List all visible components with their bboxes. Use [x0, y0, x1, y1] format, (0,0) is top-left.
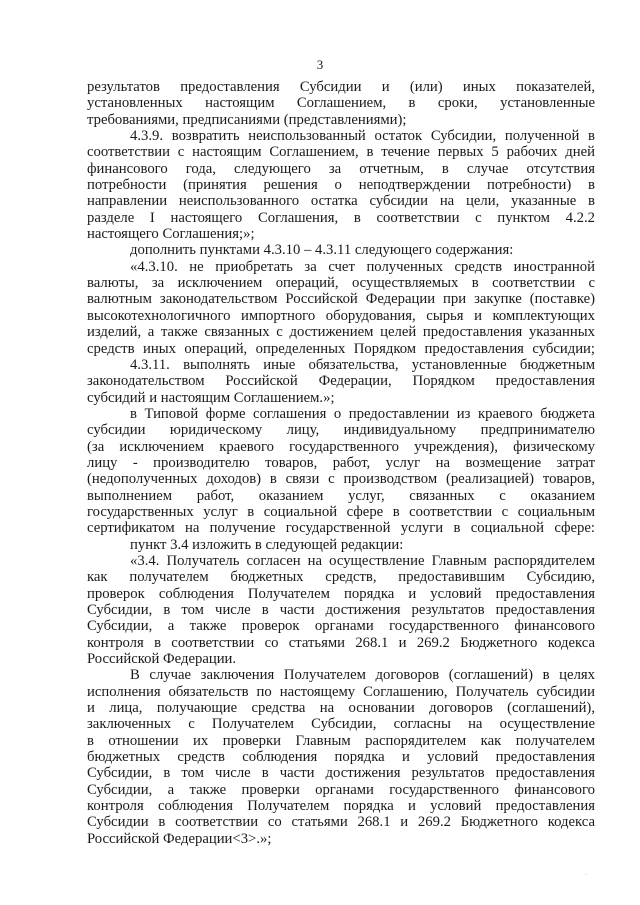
text-line: результатов предоставления Субсидии и (или) иных показателей,	[87, 79, 595, 95]
text-line: Субсидии, а также проверок органами государственного финансового	[87, 618, 595, 635]
text-line: субсидий и настоящим Соглашением.»;	[87, 389, 335, 406]
text-line: проверок соблюдения Получателем порядка и условий предоставления	[87, 585, 595, 602]
text-line: Российской Федерации<3>.»;	[87, 830, 272, 847]
text-line: бюджетных средств соблюдения порядка и условий предоставления	[87, 749, 595, 766]
text-line: Российской Федерации.	[87, 651, 237, 668]
text-line: в Типовой форме соглашения о предоставлении из краевого бюджета	[130, 405, 595, 422]
scan-speck: ·	[585, 872, 587, 878]
text-line: установленных настоящим Соглашением, в сроки, установленные	[87, 95, 595, 112]
text-line: 4.3.11. выполнять иные обязательства, установленные бюджетным	[130, 356, 595, 373]
text-line: законодательством Российской Федерации, Порядком предоставления	[87, 373, 595, 390]
text-line: дополнить пунктами 4.3.10 – 4.3.11 следующего содержания:	[130, 242, 514, 259]
text-line: субсидии юридическому лицу, индивидуальному предпринимателю	[87, 422, 595, 439]
text-line: исполнения обязательств по настоящему Соглашению, Получатель субсидии	[87, 683, 595, 700]
text-line: в отношении их проверки Главным распорядителем как получателем	[87, 732, 595, 749]
text-line: 4.3.9. возвратить неиспользованный остаток Субсидии, полученной в	[130, 128, 595, 145]
text-line: изделий, а также связанных с достижением целей предоставления указанных	[87, 324, 595, 341]
text-line: соответствии с настоящим Соглашением, в течение первых 5 рабочих дней	[87, 144, 595, 161]
text-line: государственных услуг в социальной сфере в соответствии с социальным	[87, 503, 595, 520]
text-line: разделе I настоящего Соглашения, в соответствии с пунктом 4.2.2	[87, 209, 595, 226]
text-line: Субсидии в соответствии со статьями 268.1 и 269.2 Бюджетного кодекса	[87, 814, 595, 831]
text-line: пункт 3.4 изложить в следующей редакции:	[130, 536, 404, 553]
text-line: финансового года, следующего за отчетным, в случае отсутствия	[87, 160, 595, 177]
text-line: требованиями, предписаниями (представлениями);	[87, 111, 407, 128]
text-line: В случае заключения Получателем договоров (соглашений) в целях	[130, 667, 595, 684]
text-line: направлении неиспользованного остатка субсидии на цели, указанные в	[87, 193, 595, 210]
text-line: Субсидии, а также проверки органами государственного финансового	[87, 781, 595, 798]
text-line: контроля в соответствии со статьями 268.1 и 269.2 Бюджетного кодекса	[87, 634, 595, 651]
text-line: «4.3.10. не приобретать за счет полученных средств иностранной	[130, 258, 595, 275]
text-line: валюты, за исключением операций, осуществляемых в соответствии с	[87, 275, 595, 292]
text-line: контроля соблюдения Получателем порядка и условий предоставления	[87, 798, 595, 815]
text-line: Субсидии, в том числе в части достижения результатов предоставления	[87, 602, 595, 618]
text-line: (за исключением краевого государственного учреждения), физическому	[87, 438, 595, 455]
text-line: «3.4. Получатель согласен на осуществление Главным распорядителем	[130, 552, 595, 569]
text-line: высокотехнологичного импортного оборудования, сырья и комплектующих	[87, 307, 595, 324]
text-line: валютным законодательством Российской Федерации при закупке (поставке)	[87, 291, 595, 308]
text-line: настоящего Соглашения;»;	[87, 226, 255, 243]
text-line: (недополученных доходов) в связи с производством (реализацией) товаров,	[87, 471, 595, 488]
text-line: выполнением работ, оказанием услуг, связанных с оказанием	[87, 487, 595, 504]
text-line: Субсидии, в том числе в части достижения результатов предоставления	[87, 765, 595, 782]
text-line: сертификатом на получение государственной услуги в социальной сфере:	[87, 520, 595, 537]
text-line: и лица, получающие средства на основании договоров (соглашений),	[87, 700, 595, 717]
text-line: потребности (принятия решения о неподтверждении потребности) в	[87, 177, 595, 194]
text-line: лицу - производителю товаров, работ, услуг на возмещение затрат	[87, 454, 595, 471]
text-line: средств иных операций, определенных Порядком предоставления субсидии;	[87, 340, 595, 357]
text-line: заключенных с Получателем Субсидии, согласны на осуществление	[87, 716, 595, 733]
document-body	[87, 79, 595, 847]
text-line: как получателем бюджетных средств, предоставившим Субсидию,	[87, 569, 595, 586]
page-number: 3	[316, 57, 324, 72]
